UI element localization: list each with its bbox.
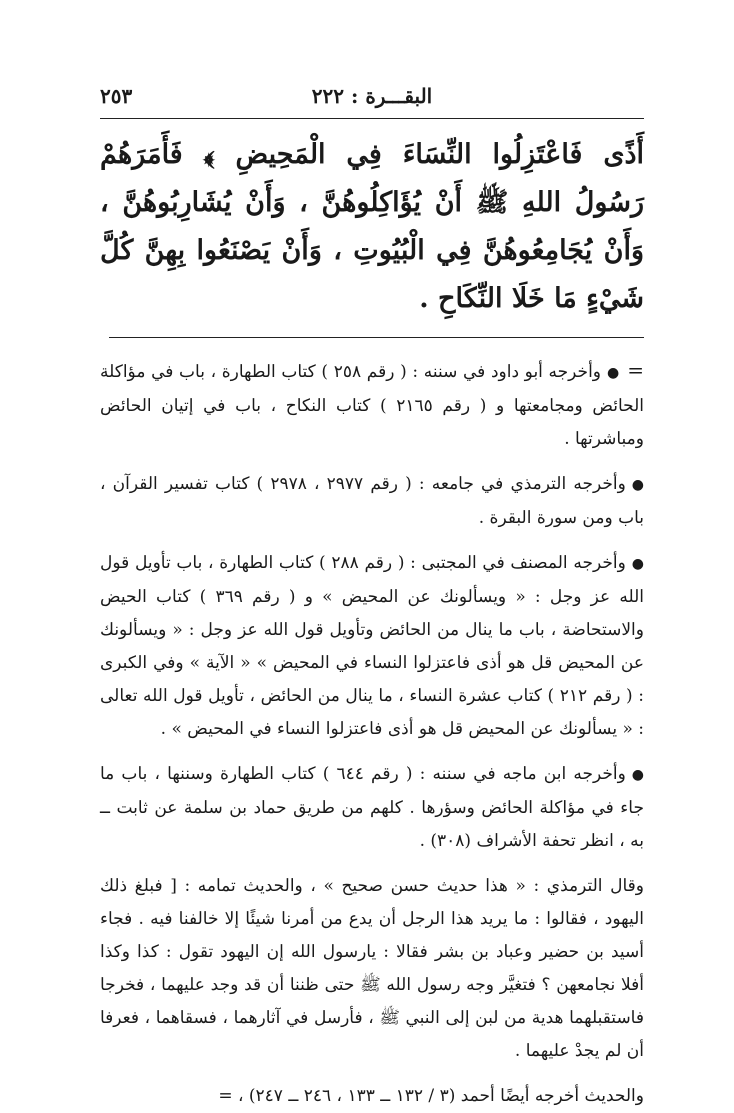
bullet-icon: ● <box>631 556 645 572</box>
footnote-hadith-full: وقال الترمذي : « هذا حديث حسن صحيح » ، والحديث تمامه : [ فبلغ ذلك اليهود ، فقالوا : ما يريد هذا الرجل أن يدع من أمرنا شيئًا إلا خالفنا فيه . فجاء أسيد بن حضير وعباد بن بشر فقالا : يارسول الله إن اليهود تقول : كذا وكذا أفلا نجامعهن ؟ فتغيَّر وجه رسول الله ﷺ حتى ظننا أن قد وجد عليهما ، فخرجا فاستقبلهما هدية من لبن إلى النبي ﷺ ، فأرسل في آثارهما ، فسقاهما ، فعرفا أن لم يجدْ عليهما . <box>100 876 644 1061</box>
footnote-text: وأخرجه ابن ماجه في سننه : ( رقم ٦٤٤ ) كتاب الطهارة وسننها ، باب ما جاء في مؤاكلة الحائض وسؤرها . كلهم من طريق حماد بن سلمة عن ثابت ــ به ، انظر تحفة الأشراف (٣٠٨) . <box>100 764 644 851</box>
bullet-icon: ● <box>631 477 645 493</box>
footnote-separator <box>109 337 644 338</box>
page-header <box>100 84 644 118</box>
footnote-ibn-majah <box>100 758 644 858</box>
bullet-icon: ● <box>607 365 620 381</box>
footnote-text: وأخرجه الترمذي في جامعه : ( رقم ٢٩٧٧ ، ٢٩٧٨ ) كتاب تفسير القرآن ، باب ومن سورة البقرة . <box>100 474 644 528</box>
quran-verse-text: أَذًى فَاعْتَزِلُوا النِّسَاءَ فِي الْمَحِيضِ ﴾ فَأَمَرَهُمْ رَسُولُ اللهِ ﷺ أَنْ يُؤَاكِلُوهُنَّ ، وَأَنْ يُشَارِبُوهُنَّ ، وَأَنْ يُجَامِعُوهُنَّ فِي الْبُيُوتِ ، وَأَنْ يَصْنَعُوا بِهِنَّ كُلَّ شَيْءٍ مَا خَلَا النِّكَاحِ . <box>100 139 644 314</box>
running-title: البقـــرة : ٢٢٢ <box>311 84 433 108</box>
bullet-icon: ● <box>631 767 645 783</box>
footnote-text: وأخرجه أبو داود في سننه : ( رقم ٢٥٨ ) كتاب الطهارة ، باب في مؤاكلة الحائض ومجامعتها و ( رقم ٢١٦٥ ) كتاب النكاح ، باب في إتيان الحائض ومباشرتها . <box>100 362 645 449</box>
header-rule <box>100 118 644 119</box>
footnote-tirmidhi <box>100 468 644 535</box>
footnote-nasai <box>100 547 644 746</box>
footnote-ahmad: والحديث أخرجه أيضًا أحمد (٣ / ١٣٢ ــ ١٣٣ ، ٢٤٦ ــ ٢٤٧) ، = <box>218 1086 644 1106</box>
page-number: ٢٥٣ <box>100 84 133 108</box>
footnote-text: وأخرجه المصنف في المجتبى : ( رقم ٢٨٨ ) كتاب الطهارة ، باب تأويل قول الله عز وجل : « ويسألونك عن المحيض » و ( رقم ٣٦٩ ) كتاب الحيض والاستحاضة ، باب ما ينال من الحائض وتأويل قول الله عز وجل : « ويسألونك عن المحيض قل هو أذى فاعتزلوا النساء في المحيض » « الآية » وفي الكبرى : ( رقم ٢١٢ ) كتاب عشرة النساء ، ما ينال من الحائض ، تأويل قول الله تعالى : « يسألونك عن المحيض قل هو أذى فاعتزلوا النساء في المحيض » . <box>100 553 644 739</box>
footnote-abu-dawud <box>100 354 644 456</box>
footnotes <box>100 354 644 1113</box>
continuation-mark: = <box>627 358 644 382</box>
